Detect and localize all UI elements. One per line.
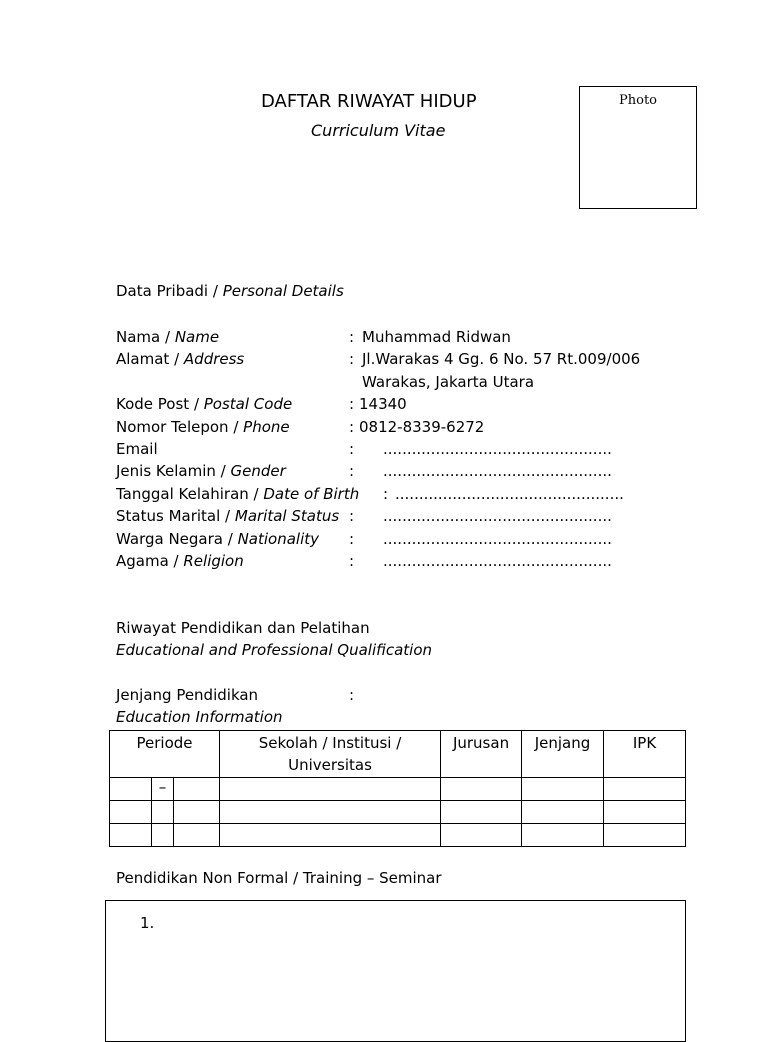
table-cell[interactable]: [522, 801, 604, 824]
education-level-colon: :: [349, 686, 355, 704]
field-label-separator: /: [160, 328, 175, 346]
document-title: DAFTAR RIWAYAT HIDUP: [261, 91, 477, 112]
field-label: Warga Negara: [116, 530, 223, 548]
header-gpa: IPK: [604, 731, 686, 778]
field-value: 14340: [359, 395, 407, 413]
table-cell[interactable]: [110, 778, 152, 801]
personal-section-title: [116, 282, 344, 300]
field-colon: :: [349, 462, 355, 480]
field-value: 0812-8339-6272: [359, 418, 485, 436]
field-colon: :: [349, 328, 355, 346]
table-cell[interactable]: [152, 801, 174, 824]
field-value-line2: Warakas, Jakarta Utara: [362, 373, 535, 391]
field-label: Agama: [116, 552, 169, 570]
education-table-header-row: [110, 731, 686, 778]
photo-label: Photo: [619, 93, 657, 108]
field-label-en: Religion: [183, 552, 244, 570]
table-cell[interactable]: [110, 824, 152, 847]
table-cell[interactable]: [174, 824, 220, 847]
field-label-en: Name: [174, 328, 220, 346]
table-row: [110, 801, 686, 824]
field-label-en: Date of Birth: [263, 485, 360, 503]
education-level-label: Jenjang Pendidikan: [116, 686, 259, 704]
table-cell[interactable]: [174, 778, 220, 801]
field-label-separator: /: [220, 507, 235, 525]
field-label-separator: /: [189, 395, 204, 413]
table-cell[interactable]: [522, 824, 604, 847]
header-institution: Sekolah / Institusi / Universitas: [220, 731, 441, 778]
field-value: ................................................: [383, 462, 612, 480]
table-cell[interactable]: [522, 778, 604, 801]
table-cell[interactable]: [152, 824, 174, 847]
personal-title-en: Personal Details: [222, 282, 344, 300]
table-cell[interactable]: [220, 801, 441, 824]
table-cell[interactable]: [220, 824, 441, 847]
training-section-title: Pendidikan Non Formal / Training – Seminar: [116, 869, 442, 887]
field-value: ................................................: [383, 530, 612, 548]
field-label: Jenis Kelamin: [116, 462, 216, 480]
education-table: [109, 730, 686, 847]
field-label-en: Address: [183, 350, 245, 368]
header-major: Jurusan: [441, 731, 522, 778]
table-cell[interactable]: [441, 801, 522, 824]
field-colon: :: [349, 552, 355, 570]
table-cell[interactable]: [604, 824, 686, 847]
table-cell[interactable]: [441, 824, 522, 847]
table-cell[interactable]: [174, 801, 220, 824]
header-periode: Periode: [110, 731, 220, 778]
header-level: Jenjang: [522, 731, 604, 778]
field-value: ................................................: [383, 507, 612, 525]
field-label: Nomor Telepon: [116, 418, 229, 436]
field-value: Jl.Warakas 4 Gg. 6 No. 57 Rt.009/006: [362, 350, 641, 368]
education-section-title-en: Educational and Professional Qualification: [116, 641, 433, 659]
field-value: ................................................: [395, 485, 624, 503]
table-cell[interactable]: [604, 778, 686, 801]
field-label-en: Gender: [230, 462, 286, 480]
field-label-separator: /: [248, 485, 264, 503]
field-label-separator: /: [169, 350, 184, 368]
personal-title-separator: /: [208, 282, 223, 300]
education-info-label: Education Information: [116, 708, 283, 726]
field-colon: :: [349, 350, 355, 368]
table-cell[interactable]: [220, 778, 441, 801]
field-label: Alamat: [116, 350, 170, 368]
field-colon: :: [349, 507, 355, 525]
table-cell[interactable]: [441, 778, 522, 801]
field-colon: :: [349, 530, 355, 548]
period-dash: –: [152, 778, 174, 801]
field-value: Muhammad Ridwan: [362, 328, 511, 346]
table-row: [110, 778, 686, 801]
field-label-en: Nationality: [237, 530, 320, 548]
field-label: Email: [116, 440, 158, 458]
training-box[interactable]: [105, 900, 686, 1042]
field-value: ................................................: [383, 552, 612, 570]
field-label-en: Marital Status: [234, 507, 340, 525]
document-subtitle: Curriculum Vitae: [311, 121, 446, 140]
field-label: Nama: [116, 328, 161, 346]
field-label: Status Marital: [116, 507, 221, 525]
field-colon: :: [349, 418, 355, 436]
field-colon: :: [349, 395, 355, 413]
table-cell[interactable]: [604, 801, 686, 824]
field-value: ................................................: [383, 440, 612, 458]
table-row: [110, 824, 686, 847]
field-colon: :: [383, 485, 389, 503]
training-item: 1.: [140, 914, 155, 932]
education-section-title: Riwayat Pendidikan dan Pelatihan: [116, 619, 370, 637]
field-label: Tanggal Kelahiran: [116, 485, 249, 503]
photo-box: [579, 86, 697, 209]
field-label: Kode Post: [116, 395, 190, 413]
field-label-separator: /: [168, 552, 184, 570]
field-label-en: Phone: [243, 418, 290, 436]
field-label-separator: /: [215, 462, 231, 480]
personal-title-id: Data Pribadi: [116, 282, 209, 300]
field-colon: :: [349, 440, 355, 458]
table-cell[interactable]: [110, 801, 152, 824]
field-label-separator: /: [228, 418, 244, 436]
field-label-separator: /: [222, 530, 238, 548]
field-label-en: Postal Code: [203, 395, 293, 413]
